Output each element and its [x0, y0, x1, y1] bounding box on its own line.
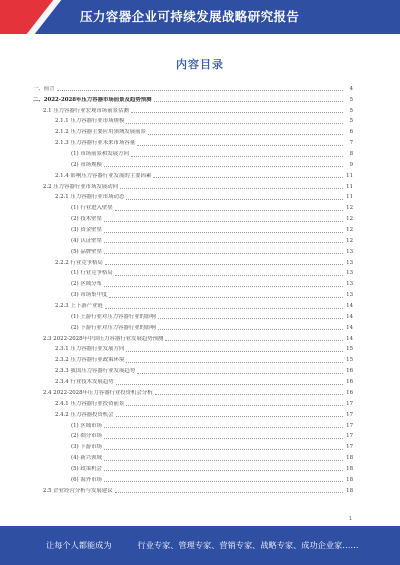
toc-entry[interactable] [33, 473, 353, 484]
toc-entry[interactable] [33, 223, 353, 234]
toc-entry-title: 2.4.1 压力容器行业投资前景 [55, 400, 125, 407]
toc-entry-title: 2.2.3 上下游产业链 [55, 303, 103, 310]
toc-entry-title: (1) 行业进入壁垒 [71, 205, 113, 212]
toc-page-number: 16 [346, 389, 353, 396]
toc-entry[interactable] [33, 191, 353, 202]
toc-entry[interactable] [33, 408, 353, 419]
toc-entry[interactable] [33, 364, 353, 375]
toc-entry-title: (3) 市场集中度 [71, 292, 108, 299]
toc-entry-title: 2.2.2 行业竞争格局 [55, 259, 103, 266]
toc-entry[interactable] [33, 310, 353, 321]
toc-dot-leader [126, 362, 343, 363]
toc-entry[interactable] [33, 104, 353, 115]
toc-entry[interactable] [33, 386, 353, 397]
toc-entry-title: (1) 上游行业对压力容器行业的影响 [71, 313, 156, 320]
toc-entry-title: 2.3.4 行业技术发展趋势 [55, 379, 114, 386]
toc-entry-title: (2) 细分市场 [71, 433, 102, 440]
toc-dot-leader [153, 177, 343, 178]
toc-page-number: 9 [349, 161, 353, 168]
toc-entry[interactable] [33, 299, 353, 310]
toc-entry[interactable] [33, 484, 353, 495]
toc-dot-leader [158, 329, 343, 330]
toc-entry-title: (2) 下游行业对压力容器行业的影响 [71, 324, 156, 331]
toc-entry[interactable] [33, 277, 353, 288]
toc-dot-leader [126, 351, 343, 352]
toc-entry-title: 2.1.2 压力容器主要应用领域发展前景 [55, 129, 146, 136]
toc-entry-title: 2.4.2 压力容器投资机会 [55, 411, 114, 418]
toc-page-number: 4 [349, 85, 353, 92]
toc-entry[interactable] [33, 201, 353, 212]
report-title: 压力容器企业可持续发展战略研究报告 [80, 9, 300, 24]
toc-dot-leader [120, 188, 343, 189]
toc-page-number: 17 [346, 400, 353, 407]
toc-entry[interactable] [33, 430, 353, 441]
toc-dot-leader [109, 297, 343, 298]
toc-page-number: 11 [346, 183, 353, 190]
toc-entry[interactable] [33, 267, 353, 278]
toc-dot-leader [126, 405, 343, 406]
toc-dot-leader [105, 308, 343, 309]
toc-entry[interactable] [33, 212, 353, 223]
toc-entry[interactable] [33, 451, 353, 462]
toc-entry-title: 2.2.1 压力容器行业市场动态 [55, 194, 125, 201]
toc-page-number: 8 [349, 151, 353, 158]
toc-dot-leader [116, 416, 343, 417]
toc-entry[interactable] [33, 256, 353, 267]
toc-entry-title: (3) 下游市场 [71, 444, 102, 451]
toc-page-number: 16 [346, 368, 353, 375]
toc-page-number: 5 [349, 118, 353, 125]
toc-entry-title: (4) 认证壁垒 [71, 237, 102, 244]
toc-dot-leader [131, 156, 343, 157]
toc-entry-title: (1) 市场前景和发展方向 [71, 151, 129, 158]
toc-entry[interactable] [33, 125, 353, 136]
toc-entry-title: (5) 政策机会 [71, 465, 102, 472]
toc-entry-title: (2) 市场规模 [71, 161, 102, 168]
toc-entry[interactable] [33, 82, 353, 93]
toc-entry-title: (3) 资金壁垒 [71, 227, 102, 234]
toc-entry[interactable] [33, 321, 353, 332]
toc-page-number: 18 [346, 455, 353, 462]
toc-page-number: 13 [346, 270, 353, 277]
toc-page-number: 17 [346, 444, 353, 451]
toc-entry-title: (1) 区域市场 [71, 422, 102, 429]
toc-page-number: 17 [346, 422, 353, 429]
toc-dot-leader [155, 394, 343, 395]
toc-page-number: 14 [346, 324, 353, 331]
toc-page-number: 5 [349, 96, 353, 103]
toc-entry-title: 2.2 压力容器行业市场发展动向 [43, 183, 118, 190]
toc-entry[interactable] [33, 115, 353, 126]
toc-dot-leader [137, 373, 343, 374]
toc-page-number: 15 [346, 346, 353, 353]
toc-dot-leader [126, 123, 343, 124]
toc-entry-title: 2.4 2022-2028年压力容器行业投资机会分析 [43, 389, 153, 396]
toc-entry[interactable] [33, 440, 353, 451]
toc-dot-leader [104, 449, 343, 450]
toc-entry-title: 2.1.1 压力容器行业市场规模 [55, 118, 125, 125]
toc-dot-leader [104, 253, 343, 254]
toc-entry-title: (2) 技术壁垒 [71, 216, 102, 223]
footer-roles: 行业专家、管理专家、营销专家、战略专家、成功企业家…… [137, 540, 359, 550]
toc-entry-title: 一、前言 [33, 85, 55, 92]
toc-page-number: 18 [346, 465, 353, 472]
toc-dot-leader [104, 286, 343, 287]
toc-page-number: 17 [346, 411, 353, 418]
toc-dot-leader [154, 101, 344, 102]
toc-page-number: 18 [346, 476, 353, 483]
toc-page-number: 12 [346, 237, 353, 244]
page-marker: 1 [348, 516, 352, 522]
toc-page-number: 18 [346, 487, 353, 494]
toc-entry[interactable] [33, 169, 353, 180]
toc-page-number: 5 [349, 107, 353, 114]
toc-dot-leader [115, 492, 343, 493]
toc-entry[interactable] [33, 245, 353, 256]
toc-dot-leader [137, 145, 343, 146]
toc-page-number: 16 [346, 379, 353, 386]
toc-dot-leader [104, 166, 343, 167]
toc-page-number: 11 [346, 172, 353, 179]
toc-entry[interactable] [33, 234, 353, 245]
toc-entry-title: (2) 区域分布 [71, 281, 102, 288]
toc-entry[interactable] [33, 353, 353, 364]
toc-entry-title: 2.1 压力容器行业宏观市场前景估测 [43, 107, 129, 114]
toc-page-number: 12 [346, 216, 353, 223]
toc-dot-leader [115, 210, 343, 211]
toc-entry[interactable] [33, 397, 353, 408]
footer-bar [0, 526, 400, 565]
toc-dot-leader [116, 384, 343, 385]
toc-entry[interactable] [33, 462, 353, 473]
toc-entry[interactable] [33, 332, 353, 343]
toc-entry-title: 2.3.1 压力容器行业发展方向 [55, 346, 125, 353]
footer-lead: 让每个人都能成为 [46, 540, 112, 550]
table-of-contents [33, 82, 353, 495]
toc-entry-title: (5) 品牌壁垒 [71, 248, 102, 255]
toc-entry-title: 2.1.4 影响压力容器行业发展的主要因素 [55, 172, 152, 179]
toc-entry-title: 2.3 2022-2028年中国压力容器行业发展趋势预测 [43, 335, 164, 342]
toc-entry[interactable] [33, 288, 353, 299]
toc-entry-title: 2.3.2 压力容器行业政策环境 [55, 357, 125, 364]
toc-dot-leader [115, 275, 343, 276]
toc-dot-leader [126, 199, 343, 200]
toc-page-number: 12 [346, 227, 353, 234]
toc-dot-leader [104, 470, 343, 471]
toc-dot-leader [105, 264, 343, 265]
toc-entry-title: 2.3.3 我国压力容器行业发展趋势 [55, 368, 136, 375]
toc-dot-leader [158, 318, 343, 319]
toc-entry-title: (1) 行业竞争格局 [71, 270, 113, 277]
toc-entry[interactable] [33, 343, 353, 354]
toc-page-number: 14 [346, 335, 353, 342]
toc-entry-title: 二、2022-2028年压力容器市场前景及趋势预测 [33, 96, 152, 103]
toc-heading: 内容目录 [176, 58, 224, 71]
toc-page-number: 14 [346, 303, 353, 310]
toc-dot-leader [148, 134, 343, 135]
toc-page-number: 7 [349, 140, 353, 147]
toc-dot-leader [104, 427, 343, 428]
toc-dot-leader [104, 221, 343, 222]
toc-page-number: 13 [346, 281, 353, 288]
toc-dot-leader [104, 481, 343, 482]
toc-dot-leader [165, 340, 343, 341]
toc-page-number: 6 [349, 129, 353, 136]
toc-page-number: 13 [346, 259, 353, 266]
toc-dot-leader [57, 90, 343, 91]
toc-dot-leader [104, 438, 343, 439]
toc-entry[interactable] [33, 180, 353, 191]
toc-entry[interactable] [33, 419, 353, 430]
toc-dot-leader [104, 460, 343, 461]
toc-entry-title: 2.5 企业经营分析与发展建议 [43, 487, 113, 494]
toc-dot-leader [131, 112, 343, 113]
toc-page-number: 17 [346, 433, 353, 440]
toc-page-number: 13 [346, 248, 353, 255]
toc-entry[interactable] [33, 93, 353, 104]
toc-page-number: 12 [346, 205, 353, 212]
toc-entry-title: (4) 新兴领域 [71, 455, 102, 462]
toc-page-number: 13 [346, 292, 353, 299]
footer-slogan [46, 526, 394, 565]
toc-entry[interactable] [33, 147, 353, 158]
toc-entry-title: (6) 海外市场 [71, 476, 102, 483]
toc-page-number: 15 [346, 357, 353, 364]
toc-dot-leader [104, 242, 343, 243]
toc-page-number: 11 [346, 194, 353, 201]
toc-page-number: 14 [346, 313, 353, 320]
toc-entry[interactable] [33, 375, 353, 386]
header-bar [0, 0, 400, 34]
toc-dot-leader [104, 232, 343, 233]
toc-entry-title: 2.1.3 压力容器行业未来市场容量 [55, 140, 136, 147]
toc-entry[interactable] [33, 136, 353, 147]
toc-entry[interactable] [33, 158, 353, 169]
